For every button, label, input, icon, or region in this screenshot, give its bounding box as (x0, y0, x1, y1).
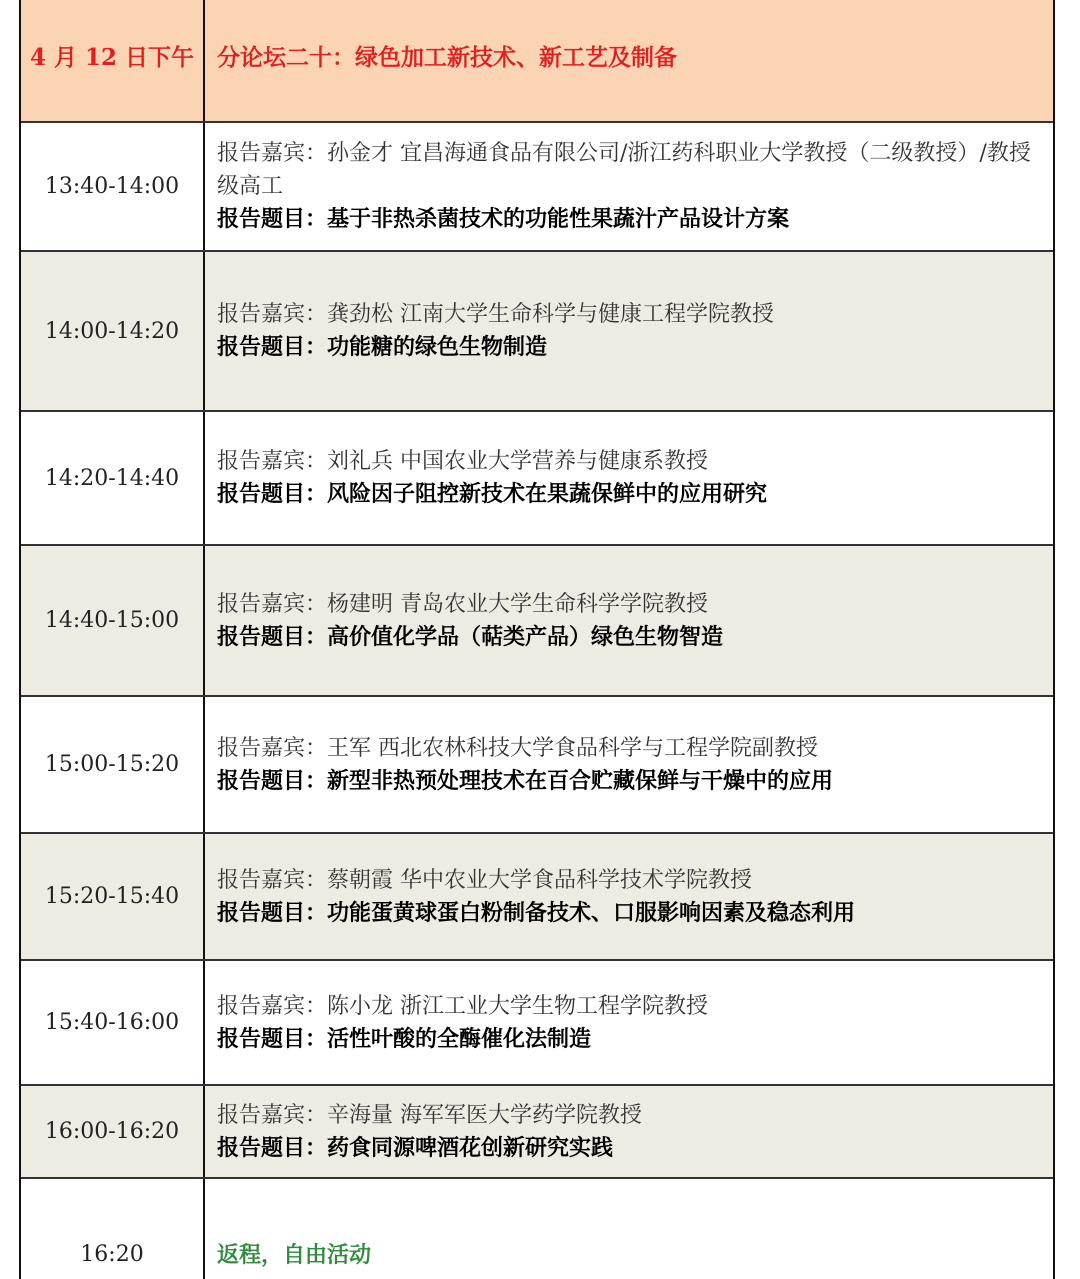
table-row (21, 834, 1053, 961)
session-time: 15:00-15:20 (21, 697, 205, 832)
session-content (205, 546, 1053, 695)
session-content (205, 252, 1053, 410)
topic-line: 报告题目：药食同源啤酒花创新研究实践 (217, 1134, 614, 1161)
closing-content (205, 1179, 1053, 1279)
table-row (21, 546, 1053, 697)
table-row (21, 1086, 1053, 1179)
topic-line: 报告题目：高价值化学品（萜类产品）绿色生物智造 (217, 623, 724, 650)
speaker-line: 报告嘉宾：王军 西北农林科技大学食品科学与工程学院副教授 (217, 735, 818, 761)
topic-line: 报告题目：风险因子阻控新技术在果蔬保鲜中的应用研究 (217, 481, 768, 507)
header-date: 4 月 12 日下午 (21, 0, 205, 121)
speaker-line: 报告嘉宾：辛海量 海军军医大学药学院教授 (217, 1102, 642, 1128)
speaker-line: 报告嘉宾：刘礼兵 中国农业大学营养与健康系教授 (217, 449, 708, 474)
speaker-line: 报告嘉宾：陈小龙 浙江工业大学生物工程学院教授 (217, 993, 708, 1019)
session-time: 14:40-15:00 (21, 546, 205, 695)
table-row (21, 252, 1053, 412)
table-row (21, 412, 1053, 546)
topic-line: 报告题目：活性叶酸的全酶催化法制造 (217, 1025, 592, 1052)
topic-line: 报告题目：功能糖的绿色生物制造 (217, 334, 548, 360)
table-row (21, 961, 1053, 1086)
table-row (21, 123, 1053, 252)
speaker-line: 报告嘉宾：蔡朝霞 华中农业大学食品科学技术学院教授 (217, 867, 752, 893)
session-content (205, 697, 1053, 832)
session-time: 15:20-15:40 (21, 834, 205, 959)
session-content (205, 961, 1053, 1084)
session-content (205, 834, 1053, 959)
header-row (21, 0, 1053, 123)
session-time: 16:00-16:20 (21, 1086, 205, 1177)
table-row (21, 697, 1053, 834)
closing-time: 16:20 (21, 1179, 205, 1279)
session-time: 15:40-16:00 (21, 961, 205, 1084)
session-content (205, 1086, 1053, 1177)
speaker-line: 报告嘉宾：孙金才 宜昌海通食品有限公司/浙江药科职业大学教授（二级教授）/教授级高工 (217, 141, 1031, 199)
forum-title: 分论坛二十：绿色加工新技术、新工艺及制备 (217, 44, 677, 71)
topic-line: 报告题目：基于非热杀菌技术的功能性果蔬汁产品设计方案 (217, 206, 790, 232)
session-time: 14:00-14:20 (21, 252, 205, 410)
session-time: 14:20-14:40 (21, 412, 205, 544)
schedule-table (19, 0, 1055, 1279)
session-content (205, 123, 1053, 250)
topic-line: 报告题目：新型非热预处理技术在百合贮藏保鲜与干燥中的应用 (217, 767, 834, 794)
session-content (205, 412, 1053, 544)
closing-text: 返程，自由活动 (217, 1242, 372, 1268)
session-time: 13:40-14:00 (21, 123, 205, 250)
speaker-line: 报告嘉宾：龚劲松 江南大学生命科学与健康工程学院教授 (217, 302, 774, 327)
topic-line: 报告题目：功能蛋黄球蛋白粉制备技术、口服影响因素及稳态利用 (217, 899, 856, 926)
closing-row (21, 1179, 1053, 1279)
speaker-line: 报告嘉宾：杨建明 青岛农业大学生命科学学院教授 (217, 591, 708, 617)
